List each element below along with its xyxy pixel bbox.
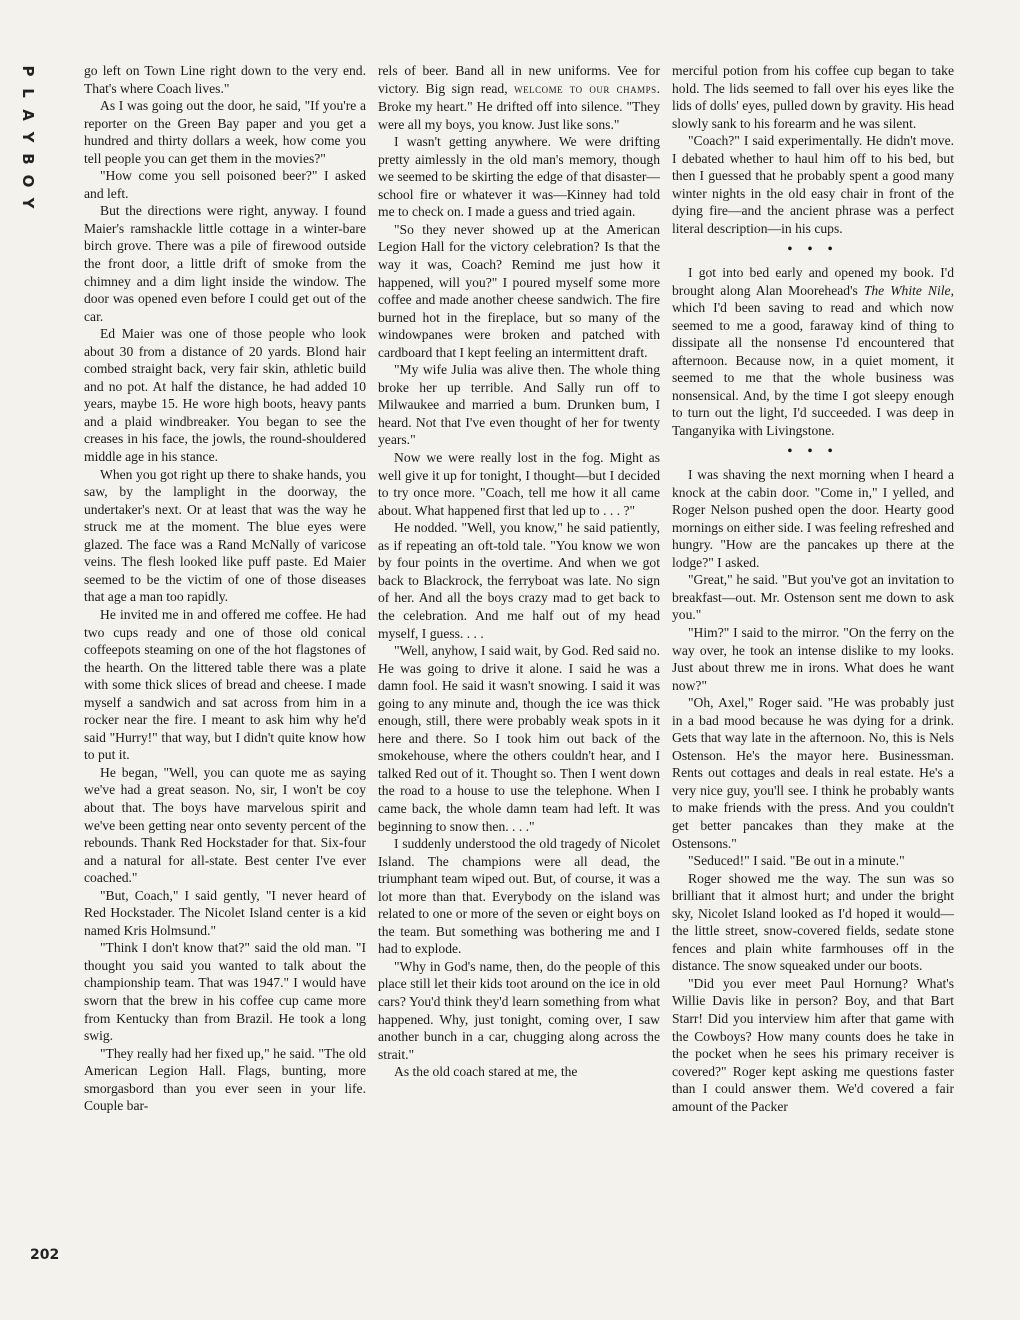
paragraph: But the directions were right, anyway. I found Maier's ramshackle little cottage in a winter-bare birch grove. There was a pile of firewood outside the front door, a little drift of smoke from the chimney and a dim light inside the window. The door was opened even before I could get out of the car. bbox=[84, 203, 366, 324]
paragraph: "Seduced!" I said. "Be out in a minute." bbox=[688, 853, 905, 869]
paragraph: Now we were really lost in the fog. Might as well give it up for tonight, I thought—but I decided to try once more. "Coach, tell me how it all came about. What happened first that led up to . . . ?" bbox=[378, 450, 660, 518]
masthead-letter: P bbox=[19, 65, 37, 77]
paragraph: go left on Town Line right down to the very end. That's where Coach lives." bbox=[84, 63, 366, 96]
paragraph bbox=[378, 62, 660, 133]
paragraph: He began, "Well, you can quote me as saying we've had a great season. No, sir, I won't be coy about that. The boys have marvelous spirit and we've been getting near onto seventy percent of the rebounds. Thank Red Hockstader for that. Six-four and a natural for all-state. Best center I've ever coached." bbox=[84, 764, 366, 886]
text-run: I got into bed early and opened my book. I'd brought along Alan Moorehead's bbox=[672, 265, 954, 298]
paragraph: I suddenly understood the old tragedy of Nicolet Island. The champions were all dead, the triumphant team wiped out. But, of course, it was a lot more than that. Everybody on the island was related to one or more of the seven or eight boys on the team. But something was bothering me and I had to explode. bbox=[378, 836, 660, 957]
paragraph: As I was going out the door, he said, "If you're a reporter on the Green Bay paper and you get a hundred and thirty dollars a week, how come you tell people you can get them in the movies?" bbox=[84, 98, 366, 166]
magazine-masthead bbox=[18, 60, 68, 214]
paragraph: "They really had her fixed up," he said. "The old American Legion Hall. Flags, bunting, more smorgasbord than you ever seen in your life. Couple bar- bbox=[84, 1045, 366, 1114]
paragraph: "But, Coach," I said gently, "I never heard of Red Hockstader. The Nicolet Island center is a kid named Kris Holmsund." bbox=[84, 887, 366, 938]
paragraph: He nodded. "Well, you know," he said patiently, as if repeating an oft-told tale. "You know we won by four points in the overtime. And when we got back to Blackrock, the ferryboat was late. No sign of her. And all the boys crazy mad to get back to the celebration. And me half out of my head myself, I guess. . . . bbox=[378, 520, 660, 641]
masthead-letter: A bbox=[19, 109, 37, 121]
paragraph: "How come you sell poisoned beer?" I asked and left. bbox=[84, 168, 366, 201]
paragraph: "Great," he said. "But you've got an invitation to breakfast—out. Mr. Ostenson sent me down to ask you." bbox=[672, 572, 954, 623]
paragraph: "So they never showed up at the American Legion Hall for the victory celebration? Is that the way it was, Coach? Remind me just how it happened, will you?" I poured myself some more coffee and made another cheese sandwich. The fire burned hot in the fireplace, but so many of the windowpanes were broken and patched with cardboard that I kept feeling an intermittent draft. bbox=[378, 221, 660, 360]
column-2 bbox=[378, 62, 660, 1081]
section-separator: • • • bbox=[787, 443, 839, 459]
masthead-letter: Y bbox=[19, 131, 37, 143]
text-run: . Broke my heart." He drifted off into silence. "They were all my boys, you know. Just like sons." bbox=[378, 80, 660, 132]
paragraph: When you got right up there to shake hands, you saw, by the lamplight in the doorway, the undertaker's next. Or at least that was the way he struck me at the moment. The blue eyes were glazed. The face was a Rand McNally of varicose veins. The flesh looked like puff paste. Ed Maier seemed to be the victim of one of those diseases that age a man too rapidly. bbox=[84, 466, 366, 605]
paragraph: "Well, anyhow, I said wait, by God. Red said no. He was going to drive it alone. I said he was a damn fool. He said it wasn't snowing. I said it was going to any minute and, though the ice was thick enough, still, there were probably weak spots in it here and there. So I took him out back of the smokehouse, where the others couldn't hear, and I talked Red out of it. Thought so. Then I went down the road to a house to use the telephone. When I came back, the whole damn team had left. It was beginning to snow then. . . ." bbox=[378, 643, 660, 834]
paragraph: I was shaving the next morning when I heard a knock at the cabin door. "Come in," I yelled, and Roger Nelson pushed open the door. Hearty good mornings on either side. I was feeling refreshed and hungry. "How are the pancakes up there at the lodge?" I asked. bbox=[672, 467, 954, 570]
masthead-letter: B bbox=[19, 153, 37, 165]
paragraph: "Did you ever meet Paul Hornung? What's Willie Davis like in person? Boy, and that Bart Starr! Did you interview him after that game with the Cowboys? How many counts does he take in the pocket when he sees his primary receiver is covered?" Roger kept asking me questions faster than I could answer them. We'd covered a fair amount of the Packer bbox=[672, 975, 954, 1114]
book-title: The White Nile bbox=[863, 282, 951, 298]
paragraph: He invited me in and offered me coffee. He had two cups ready and one of those old conical coffeepots steaming on one of the hot flagstones of the hearth. On the littered table there was a plate with some thick slices of bread and cheese. I made myself a sandwich and sat across from him in a rocker near the fire. I meant to ask him why he'd said "Hurry!" that way, but I didn't quite know how to put it. bbox=[84, 606, 366, 763]
paragraph: As the old coach stared at me, the bbox=[394, 1064, 578, 1080]
paragraph: "Think I don't know that?" said the old man. "I thought you said you wanted to talk about the championship team. That was 1947." I would have sworn that the brew in his coffee cup came more from Kentucky than from Brazil. He took a long swig. bbox=[84, 940, 366, 1044]
paragraph: "My wife Julia was alive then. The whole thing broke her up terrible. And Sally run off to Milwaukee and married a bum. Drunken bum, I heard. Not that I've even thought of her for twenty years." bbox=[378, 362, 660, 448]
masthead-letter: O bbox=[19, 174, 37, 188]
text-run: , which I'd been saving to read and which now seemed to me a good, faraway kind of thing to dissipate all the nonsense I'd encountered that afternoon. Because now, in a quiet moment, it seemed to me that the whole business was nonsensical. And, by the time I got sleepy enough to turn out the light, I'd succeeded. I was deep in Tanganyika with Livingstone. bbox=[672, 282, 954, 438]
column-1 bbox=[84, 62, 366, 1115]
page-number: 202 bbox=[30, 1247, 60, 1263]
sign-text: welcome to our champs bbox=[514, 81, 657, 96]
paragraph: "Oh, Axel," Roger said. "He was probably just in a bad mood because he was dying for a drink. Gets that way late in the afternoon. No, this is Nels Ostenson. He's the mayor here. Businessman. Rents out cottages and deals in real estate. He's a very nice guy, you'll see. I think he probably wants to make friends with the press. And you couldn't get better pancakes than they make at the Ostensons." bbox=[672, 695, 954, 851]
paragraph: I wasn't getting anywhere. We were drifting pretty aimlessly in the old man's memory, though we seemed to be skirting the edge of that disaster—school fire or whatever it was—Kinney had told me to check on. I made a guess and tried again. bbox=[378, 134, 660, 220]
paragraph: Roger showed me the way. The sun was so brilliant that it almost hurt; and under the bright sky, Nicolet Island looked as I'd hoped it would—the little street, snow-covered fields, sedate stone fences and plain white farmhouses off in the distance. The snow squeaked under our boots. bbox=[672, 870, 954, 974]
paragraph: Ed Maier was one of those people who look about 30 from a distance of 20 yards. Blond hair combed straight back, very fair skin, athletic build and no pot. At half the distance, he had added 10 years, maybe 15. He wore high boots, heavy pants and a plaid windbreaker. You began to see the creases in his face, the jowls, the round-shouldered middle age in his stance. bbox=[84, 326, 366, 465]
paragraph: "Why in God's name, then, do the people of this place still let their kids toot around on the ice in old cars? You'd think they'd learn something from what happened. Why, just tonight, coming over, I saw another bunch in a car, chugging along across the strait." bbox=[378, 958, 660, 1062]
paragraph: "Him?" I said to the mirror. "On the ferry on the way over, he took an intense dislike to my looks. Just about threw me in irons. What does he want now?" bbox=[672, 624, 954, 693]
paragraph: merciful potion from his coffee cup began to take hold. The lids seemed to fall over his eyes like the lids of dolls' eyes, pulled down by gravity. His head slowly sank to his forearm and he was silent. bbox=[672, 63, 954, 131]
section-separator: • • • bbox=[787, 241, 839, 257]
column-3 bbox=[672, 62, 954, 1115]
masthead-letter: Y bbox=[19, 197, 37, 209]
masthead-letter: L bbox=[19, 88, 37, 98]
paragraph: "Coach?" I said experimentally. He didn't move. I debated whether to haul him off to his bed, but then I guessed that he probably spent a good many winter nights in the old easy chair in front of the dying fire—and the ancient phrase was a perfect literal description—in his cups. bbox=[672, 133, 954, 236]
text-run: rels of beer. Band all in new uniforms. Vee for victory. Big sign read, bbox=[378, 63, 660, 96]
paragraph bbox=[672, 264, 954, 439]
